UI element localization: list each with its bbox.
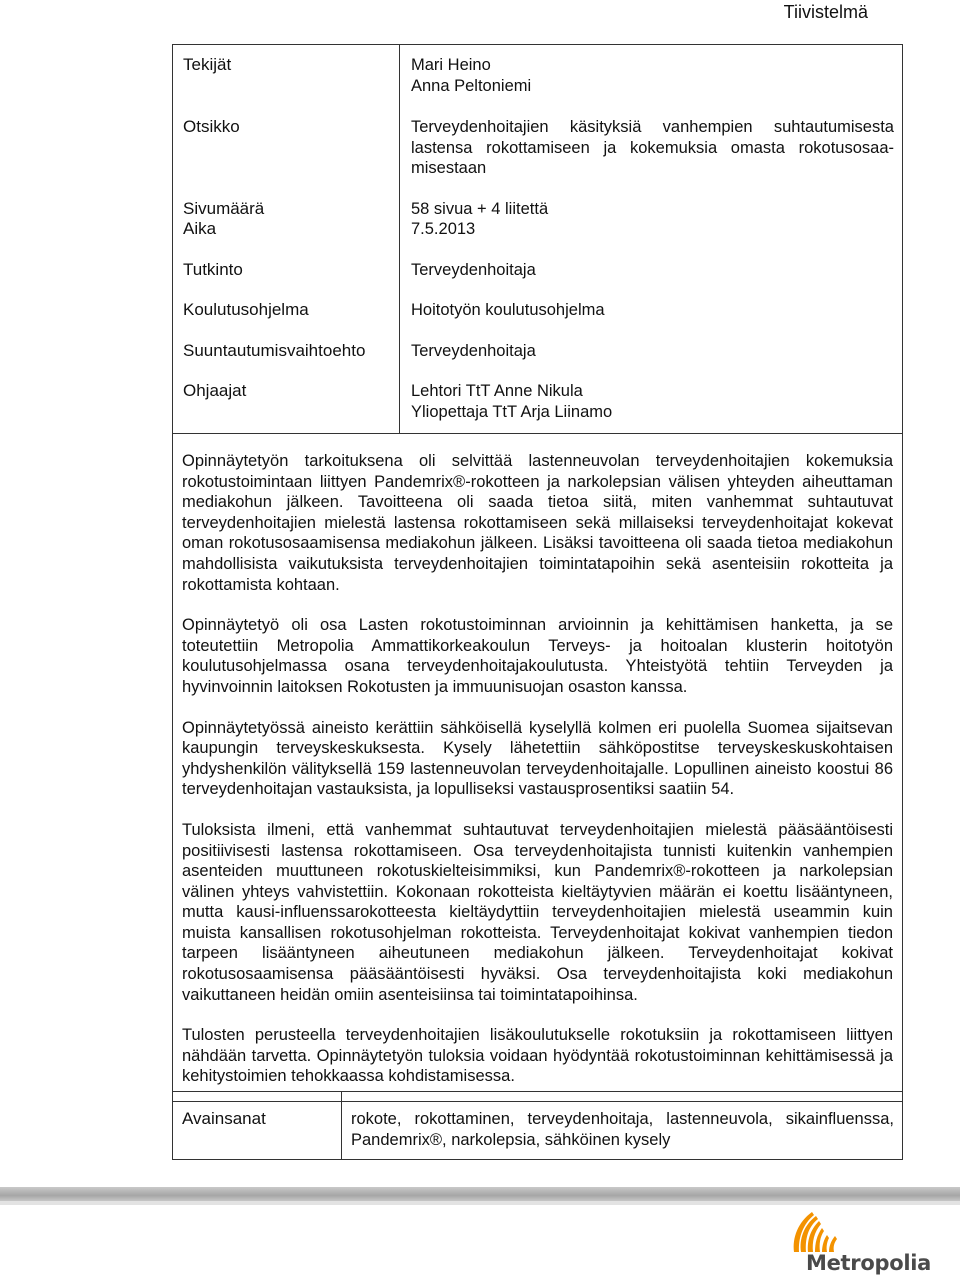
abstract-paragraph: Opinnäytetyö oli osa Lasten rokotustoiminnan arvioinnin ja kehittämisen hanketta, ja se toteutettiin Metropolia Ammattikorkeakoulun Terveys- ja hoitoalan klusterin hoitotyön koulutusohjelmassa osana terveydenhoitajakoulutusta. Yhteistyötä tehtiin Terveyden ja hyvinvoinnin laitoksen Rokotusten ja immuunisuojan osaston kanssa. [182, 616, 893, 696]
meta-row-title [173, 96, 902, 179]
author-name: Anna Peltoniemi [411, 76, 532, 95]
meta-row-degree [173, 240, 902, 281]
metropolia-logo-wordmark: Metropolia [806, 1251, 931, 1275]
meta-label-title: Otsikko [183, 117, 240, 136]
abstract-body [173, 433, 902, 1101]
meta-label-specialisation: Suuntautumisvaihtoehto [183, 340, 366, 360]
footer-bar-highlight [0, 1201, 960, 1205]
meta-label-authors: Tekijät [183, 55, 232, 74]
supervisor-name: Lehtori TtT Anne Nikula [411, 382, 583, 400]
abstract-paragraph: Tulosten perusteella terveydenhoitajien lisäkoulutukselle rokotuksiin ja rokottamiseen liittyen nähdään tarvetta. Opinnäytetyön tuloksia voidaan hyödyntää rokotustoiminnan kehittämisessä ja kehitystoimien tehokkaassa kohdistamisessa. [182, 1026, 893, 1086]
meta-row-supervisors [173, 361, 902, 433]
author-name: Mari Heino [411, 56, 491, 74]
abstract-frame [172, 44, 903, 1102]
metadata-column-divider [399, 45, 400, 433]
meta-value-supervisors [401, 381, 902, 422]
meta-row-date [173, 219, 902, 240]
meta-row-authors [173, 45, 902, 96]
abstract-paragraph: Opinnäytetyössä aineisto kerättiin sähköisellä kyselyllä kolmen eri puolella Suomea sijaitsevan kaupungin terveyskeskuksesta. Kysely lähetettiin sähköpostitse terveyskeskuskohtaisen yhdyshenkilön välityksellä 159 lastenneuvolan terveydenhoitajalle. Lopullinen aineisto koostui 86 terveydenhoitajan vastauksista, ja lopulliseksi vastausprosentiksi saatiin 54. [182, 718, 893, 799]
meta-label-pages: Sivumäärä [183, 198, 265, 218]
page-header-title: Tiivistelmä [783, 2, 868, 22]
keywords-table [172, 1091, 903, 1160]
supervisor-name: Yliopettaja TtT Arja Liinamo [411, 402, 613, 421]
meta-value-degree: Terveydenhoitaja [411, 260, 536, 279]
keywords-label: Avainsanat [173, 1092, 342, 1159]
metropolia-logo [788, 1208, 938, 1278]
abstract-paragraph: Opinnäytetyön tarkoituksena oli selvittää lastenneuvolan terveydenhoitajien kokemuksia rokotustoimintaan liittyen Pandemrix®-rokotteen ja narkolepsian välisen yhteyden aiheuttaman mediakohun jälkeen. Tavoitteena oli saada tietoa siitä, miten vanhemmat suhtautuvat terveydenhoitajien mielestä lastensa rokottamiseen sekä millaiseksi terveydenhoitajat kokevat oman rokotusosaamisensa mediakohun jälkeen. Lisäksi tavoitteena oli saada tietoa mediakohun mahdollisista vaikutuksista terveydenhoitajien toimintatapoihin sekä asenteisiin rokotteita ja rokottamista kohtaan. [182, 452, 893, 594]
meta-label-date: Aika [183, 219, 217, 238]
meta-row-specialisation [173, 321, 902, 362]
meta-value-pages: 58 sivua + 4 liitettä [411, 199, 549, 218]
meta-value-title: Terveydenhoitajien käsityksiä vanhempien suhtautumisesta lastensa rokottamiseen ja kokemuksia omasta rokotusosaa-misestaan [411, 118, 894, 177]
meta-value-authors [401, 55, 902, 96]
meta-value-specialisation: Terveydenhoitaja [411, 341, 536, 360]
meta-label-degree: Tutkinto [183, 259, 243, 279]
footer-bar [0, 1187, 960, 1201]
metadata-table [173, 45, 902, 433]
abstract-paragraph: Tuloksista ilmeni, että vanhemmat suhtautuvat terveydenhoitajien mielestä pääsääntöisesti positiivisesti lastensa rokottamiseen. Osa terveydenhoitajista tunnisti kuitenkin vanhempien asenteiden muuttuneen rokotuskielteisimmiksi, kun Pandemrix®-rokotteen ja narkolepsian välinen yhteys vahvistettiin. Kokonaan rokotteista kieltäytyvien määrän ei koettu lisääntyneen, mutta kausi-influenssarokotteesta kieltäydyttiin terveydenhoitajien mielestä useammin kuin muista kansallisen rokotusohjelman rokotteista. Terveydenhoitajat kokivat vanhempien tiedon tarpeen lisääntyneen aiheutuneen mediakohun jälkeen. Terveydenhoitajat kokivat rokotusosaamisensa pääsääntöisesti hyväksi. Osa terveydenhoitajista koki mediakohun vaikuttaneen heidän omiin asenteisiinsa tai toimintatapoihinsa. [182, 820, 893, 1004]
meta-value-programme: Hoitotyön koulutusohjelma [411, 301, 605, 319]
meta-value-date: 7.5.2013 [411, 220, 476, 238]
meta-label-programme: Koulutusohjelma [183, 300, 309, 319]
meta-row-programme [173, 280, 902, 321]
meta-label-supervisors: Ohjaajat [183, 381, 247, 400]
meta-row-pages [173, 179, 902, 220]
keywords-value: rokote, rokottaminen, terveydenhoitaja, lastenneuvola, sikainfluenssa, Pandemrix®, narkolepsia, sähköinen kysely [351, 1110, 894, 1149]
